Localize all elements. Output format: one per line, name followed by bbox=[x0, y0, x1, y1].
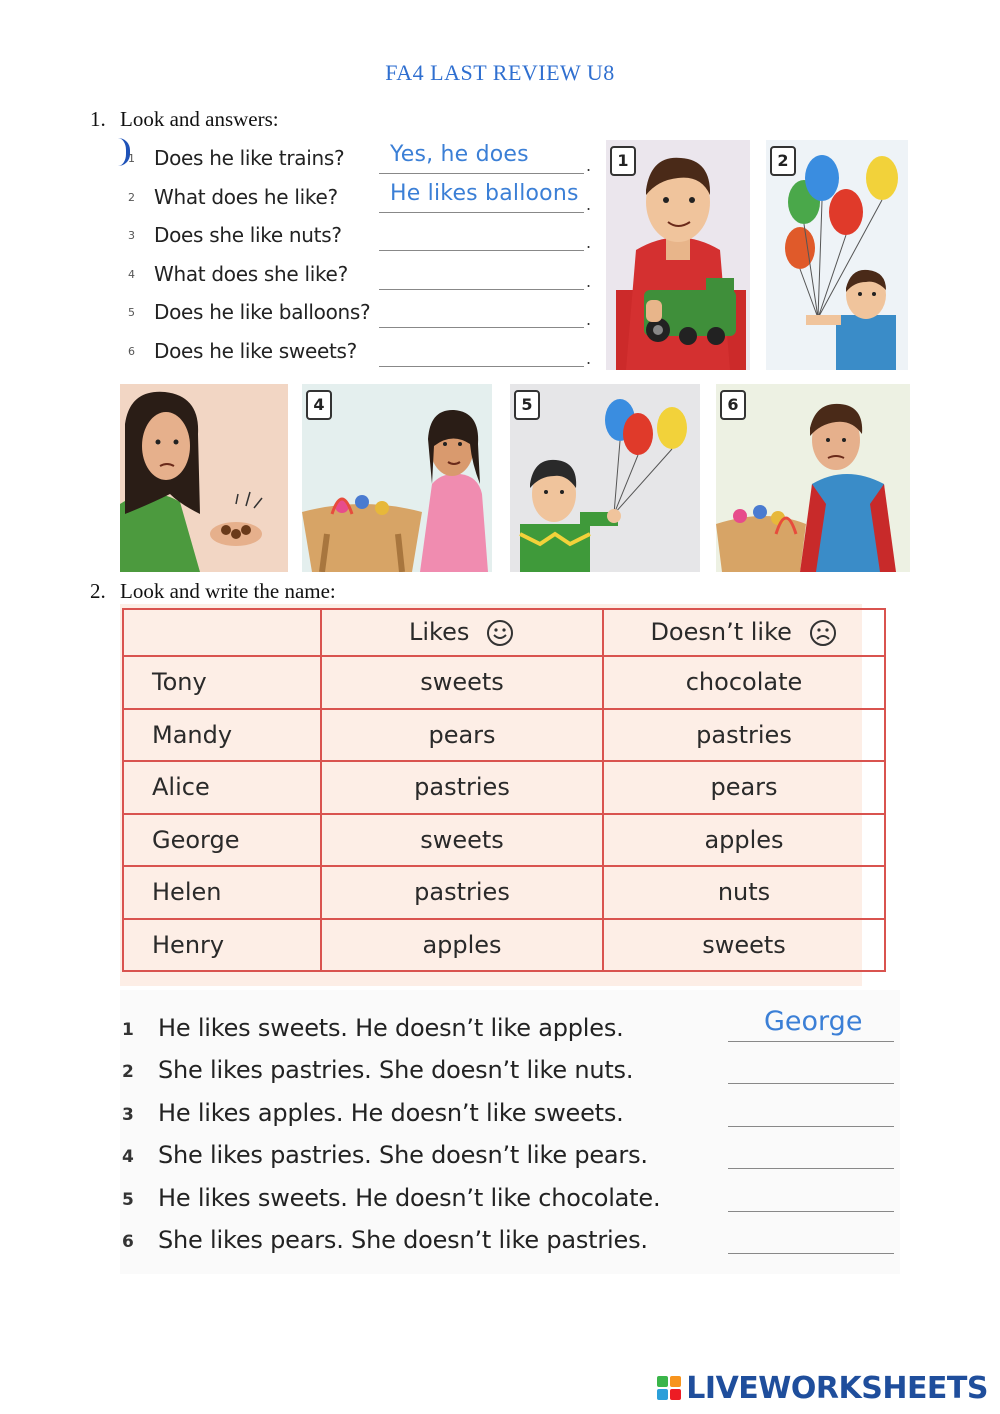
picture-label: 2 bbox=[770, 146, 796, 176]
likes-label: Likes bbox=[409, 617, 470, 646]
picture-6 bbox=[716, 384, 910, 572]
sentence-text: He likes sweets. He doesn’t like apples. bbox=[158, 1014, 624, 1042]
doesnt-like-cell: apples bbox=[603, 814, 885, 867]
question-number: 5 bbox=[128, 306, 135, 319]
likes-cell: pastries bbox=[321, 866, 603, 919]
period: . bbox=[586, 271, 592, 291]
name-cell: Alice bbox=[123, 761, 321, 814]
table-header-row bbox=[123, 609, 885, 656]
period: . bbox=[586, 156, 592, 175]
sentence-row bbox=[122, 1093, 902, 1135]
happy-face-icon bbox=[485, 618, 515, 648]
liveworksheets-logo[interactable] bbox=[657, 1368, 988, 1408]
answer-line bbox=[728, 1041, 894, 1042]
sad-face-icon bbox=[808, 618, 838, 648]
question-text: Does he like trains? bbox=[154, 146, 345, 170]
name-cell: Henry bbox=[123, 919, 321, 972]
header-cell-name bbox=[123, 609, 321, 656]
sentence-row bbox=[122, 1220, 902, 1262]
question-row bbox=[122, 142, 602, 181]
picture-label: 5 bbox=[514, 390, 540, 420]
table-row bbox=[123, 761, 885, 814]
sentence-row bbox=[122, 1135, 902, 1177]
question-text: Does she like nuts? bbox=[154, 223, 342, 247]
answer-input[interactable]: Yes, he does bbox=[390, 142, 529, 167]
table-row bbox=[123, 866, 885, 919]
period: . bbox=[586, 310, 592, 329]
picture-2 bbox=[766, 140, 908, 370]
question-number: 1 bbox=[128, 152, 135, 165]
sentence-number: 6 bbox=[122, 1231, 134, 1252]
doesnt-like-cell: sweets bbox=[603, 919, 885, 972]
likes-cell: pastries bbox=[321, 761, 603, 814]
doesnt-like-cell: pears bbox=[603, 761, 885, 814]
doesnt-like-cell: chocolate bbox=[603, 656, 885, 709]
doesnt-like-cell: nuts bbox=[603, 866, 885, 919]
period: . bbox=[586, 194, 592, 214]
picture-5 bbox=[510, 384, 700, 572]
question-text: Does he like sweets? bbox=[154, 338, 357, 363]
table-row bbox=[123, 814, 885, 867]
likes-cell: sweets bbox=[321, 656, 603, 709]
answer-line bbox=[379, 250, 584, 251]
sentence-list bbox=[122, 1008, 902, 1262]
period: . bbox=[586, 348, 592, 368]
name-cell: Tony bbox=[123, 656, 321, 709]
sentence-number: 3 bbox=[122, 1104, 134, 1125]
sentence-row bbox=[122, 1008, 902, 1050]
section-2-heading bbox=[90, 579, 336, 604]
question-text: What does he like? bbox=[154, 184, 338, 209]
answer-line bbox=[728, 1126, 894, 1127]
answer-line bbox=[379, 212, 584, 213]
picture-label: 4 bbox=[306, 390, 332, 420]
answer-line bbox=[728, 1253, 894, 1254]
answer-line bbox=[379, 173, 584, 174]
sentence-text: She likes pears. She doesn’t like pastries. bbox=[158, 1225, 648, 1254]
likes-cell: apples bbox=[321, 919, 603, 972]
picture-1 bbox=[606, 140, 750, 370]
name-cell: Helen bbox=[123, 866, 321, 919]
table-row bbox=[123, 919, 885, 972]
question-number: 3 bbox=[128, 229, 135, 242]
woman-with-nuts-illustration bbox=[120, 384, 288, 572]
answer-line bbox=[728, 1168, 894, 1169]
section-1-title: Look and answers: bbox=[120, 107, 279, 131]
sentence-row bbox=[122, 1050, 902, 1092]
page-title: FA4 LAST REVIEW U8 bbox=[385, 60, 615, 85]
sentence-number: 5 bbox=[122, 1189, 134, 1210]
sentence-number: 1 bbox=[122, 1020, 134, 1040]
answer-line bbox=[379, 366, 584, 367]
question-row bbox=[122, 296, 602, 335]
section-2-number: 2. bbox=[90, 579, 106, 603]
sentence-text: He likes sweets. He doesn’t like chocolate. bbox=[158, 1183, 661, 1212]
sentence-row bbox=[122, 1178, 902, 1220]
logo-icon bbox=[657, 1376, 681, 1400]
question-row bbox=[122, 335, 602, 374]
answer-line bbox=[379, 327, 584, 328]
sentence-text: She likes pastries. She doesn’t like pears. bbox=[158, 1141, 648, 1170]
section-2-title: Look and write the name: bbox=[120, 579, 336, 603]
likes-cell: pears bbox=[321, 709, 603, 762]
logo-text: LIVEWORKSHEETS bbox=[686, 1370, 988, 1406]
sentence-text: He likes apples. He doesn’t like sweets. bbox=[158, 1098, 624, 1127]
question-text: What does she like? bbox=[154, 261, 348, 286]
sentence-number: 2 bbox=[122, 1062, 134, 1083]
question-row bbox=[122, 219, 602, 258]
header-cell-likes bbox=[321, 609, 603, 656]
likes-cell: sweets bbox=[321, 814, 603, 867]
picture-3 bbox=[120, 384, 288, 572]
answer-input[interactable]: He likes balloons bbox=[390, 180, 579, 206]
name-answer-input[interactable]: George bbox=[764, 1006, 863, 1037]
name-cell: George bbox=[123, 814, 321, 867]
likes-table bbox=[122, 608, 886, 972]
sentence-number: 4 bbox=[122, 1147, 134, 1168]
question-row bbox=[122, 181, 602, 220]
answer-line bbox=[728, 1211, 894, 1212]
header-cell-doesnt-like bbox=[603, 609, 885, 656]
section-1-heading bbox=[90, 107, 279, 132]
table-row bbox=[123, 709, 885, 762]
period: . bbox=[586, 233, 592, 252]
name-cell: Mandy bbox=[123, 709, 321, 762]
picture-label: 1 bbox=[610, 146, 636, 176]
answer-line bbox=[728, 1083, 894, 1084]
question-number: 2 bbox=[128, 190, 135, 204]
question-number: 4 bbox=[128, 267, 135, 281]
question-list bbox=[122, 142, 602, 373]
section-1-number: 1. bbox=[90, 107, 106, 131]
doesnt-like-label: Doesn’t like bbox=[650, 617, 792, 646]
question-row bbox=[122, 258, 602, 297]
picture-4 bbox=[302, 384, 492, 572]
sentence-text: She likes pastries. She doesn’t like nuts. bbox=[158, 1056, 634, 1085]
question-number: 6 bbox=[128, 344, 135, 358]
answer-line bbox=[379, 289, 584, 290]
table-row bbox=[123, 656, 885, 709]
question-text: Does he like balloons? bbox=[154, 300, 371, 324]
picture-label: 6 bbox=[720, 390, 746, 420]
doesnt-like-cell: pastries bbox=[603, 709, 885, 762]
